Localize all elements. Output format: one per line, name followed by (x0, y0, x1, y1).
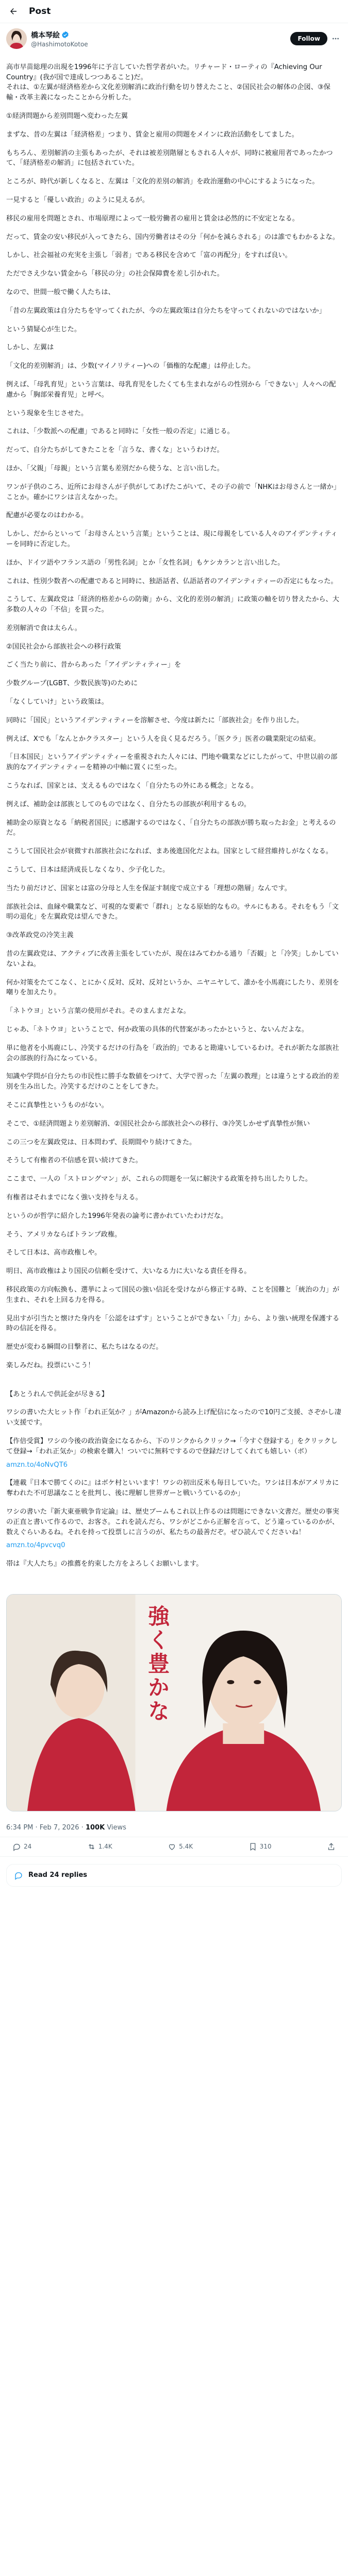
author-row (0, 23, 348, 49)
tweet-paragraph: 配慮が必要なのはわかる。 (6, 512, 88, 520)
tweet-paragraph: まずな、昔の左翼は「経済格差」つまり、賃金と雇用の問題をメインに政治活動をしてました。 (6, 130, 299, 139)
repost-button[interactable] (87, 1842, 112, 1851)
tweet-paragraph: ほか、ドイツ語やフランス語の「男性名詞」とか「女性名詞」もケシカランと言い出した。 (6, 558, 285, 567)
tweet-paragraph: しかし、左翼は (6, 344, 54, 352)
tweet-paragraph: 当たり前だけど、国家とは富の分母と人生を保証す制度で成立する「理想の階層」なんです。 (6, 884, 291, 892)
reply-button[interactable] (12, 1842, 31, 1851)
tweet-paragraph: なので、世間一般で働く人たちは、 (6, 288, 115, 296)
tweet-paragraph: 「文化的差別解消」は、少数(マイノリティー)への「価権的な配慮」は停止した。 (6, 362, 255, 370)
tweet-paragraph: 例えば、Xでも「なんとかクラスター」という人を良く見るだろう。「医クラ」医者の職業限定の結束。 (6, 735, 320, 743)
promo-paragraph: ワシの書いた『新大東亜戦争肯定論』は、歴史ブームもこれ以上作るのは問題にできない文書だ。歴史の事実の正直と書いて作るので、お客さ。これを読んだら、ワシがどこから正解を言って、どう違っているのかが、数えぐらいあるね。それを持って投票しに言うのが、私たちの最善だぞ。ぜひ読んでくださいね！ (6, 1507, 339, 1536)
tweet-paragraph: 補助金の原資となる「納税者国民」に感謝するのではなく、「自分たちの部族が勝ち取ったお金」と考えるのだ。 (6, 819, 336, 837)
tweet-paragraph: 単に他者を小馬鹿にし、冷笑するだけの行為を「政治的」であると勘違いしているわけ。それが新たな部族社会の部族的行為になっている。 (6, 1044, 339, 1062)
tweet-paragraph: 例えば、補助金は部族としてのものではなく、自分たちの部族が利用するもの。 (6, 800, 251, 808)
back-arrow-icon (9, 7, 18, 16)
author-name[interactable]: 橋本琴絵 (31, 31, 60, 40)
page-title: Post (29, 6, 51, 16)
tweet-paragraph: 「日本国民」というアイデンティティーを重視された人々には、門地や職業などにしたがって、中世以前の部族的なアイデンティティーを精神の中軸に置くに至った。 (6, 753, 338, 772)
read-replies-label: Read 24 replies (28, 1871, 88, 1879)
tweet-paragraph: 高市早苗総理の出現を1996年に予言していた哲学者がいた。リチャード・ローティの『Achieving Our Country』(我が国で達成しつつあること)だ。 それは、①左翼が経済格差から文化差別解消に政治行動を切り替えたこと、②国民社会の解体の企図、③保輸・改革主義になったことから分析した。 (6, 63, 330, 102)
heart-icon (168, 1842, 176, 1851)
reply-icon (12, 1842, 21, 1851)
tweet-paragraph: じゃあ、「ネトウヨ」ということで、何か政策の具体的代替案があったかというと、ないんだよな。 (6, 1026, 308, 1034)
tweet-paragraph: ほか、「父親」「母親」という言葉も差別だから使うな、と言い出した。 (6, 464, 224, 472)
promo-paragraph: 【作倍受賞】ワシの今後の政治資金になるから、下のリンクからクリック→「今すぐ登録する」をクリックして登録→「われ正気か」の検索を購入！ついでに無料でするので登録だけしてくれても嬉しい（ボ） (6, 1437, 338, 1455)
share-icon (327, 1842, 336, 1851)
tweet-paragraph: 移民の雇用を問題とされ、市場原理によって一般労働者の雇用と賃金は必然的に不安定となる。 (6, 214, 299, 223)
tweet-paragraph: しかし、社会福祉の充実を主張し「弱者」である移民を含めて「富の再配分」をすれば良い。 (6, 251, 292, 260)
tweet-paragraph: この三つを左翼政党は、日本問わず、長期間やり続けてきた。 (6, 1138, 196, 1146)
repost-count: 1.4K (98, 1843, 112, 1851)
tweet-paragraph: こうして、日本は経済成長しなくなり、少子化した。 (6, 866, 170, 874)
tweet-paragraph: ここまで、一人の「ストロングマン」が、これらの問題を一気に解決する政策を持ち出したりした。 (6, 1175, 312, 1183)
amazon-link[interactable]: amzn.to/4oNvQT6 (6, 1461, 68, 1469)
tweet-paragraph: ところが、時代が新しくなると、左翼は「文化的差別の解消」を政治運動の中心にするようになった。 (6, 178, 319, 186)
tweet-paragraph: ③改革政党の冷笑主義 (6, 931, 74, 940)
tweet-paragraph: 有権者はそれまでになく強い支持を与える。 (6, 1193, 142, 1201)
tweet-paragraph: という現象を生じさせた。 (6, 409, 88, 417)
tweet-paragraph: ごく当たり前に、昔からあった「アイデンティティー」を (6, 661, 181, 669)
tweet-paragraph: こうなれば、国家とは、支えるものではなく「自分たちの外にある概念」となる。 (6, 782, 258, 790)
tweet-paragraph: そう、アメリカならばトランプ政権。 (6, 1230, 122, 1239)
tweet-paragraph: 「昔の左翼政策は自分たちを守ってくれたが、今の左翼政策は自分たちを守ってくれないのではないか」 (6, 307, 326, 315)
tweet-paragraph: こうして、左翼政党は「経済的格差からの防衛」から、文化的差別の解消」に政策の軸を切り替えたから、大多数の人々の「不信」を買った。 (6, 596, 339, 614)
like-button[interactable] (168, 1842, 193, 1851)
action-bar (0, 1837, 348, 1857)
tweet-paragraph: 歴史が変わる瞬間の目撃者に、私たちはなるのだ。 (6, 1343, 163, 1351)
tweet-paragraph: 楽しみだね。投票にいこう！ (6, 1361, 95, 1369)
reply-bubble-icon (14, 1871, 23, 1880)
bookmark-icon (248, 1842, 257, 1851)
tweet-paragraph: 差別解消で食は太らん。 (6, 624, 81, 632)
tweet-paragraph: 例えば、「母乳育児」という言葉は、母乳育児をしたくても生まれながらの性別から「できない」人々への配慮から「胸部栄養育児」と呼べ。 (6, 380, 336, 399)
tweet-text (0, 49, 348, 1588)
tweet-paragraph: 明日、高市政権はより国民の信頼を受けて、大いなる力に大いなる責任を得る。 (6, 1267, 251, 1276)
tweet-paragraph: 知識や学問が自分たちの市民性に勝手な数値をつけて、大学で習った「左翼の教理」とは違うとする政治的差別を生み出した。冷笑するだけのことをしてきた。 (6, 1073, 339, 1091)
tweet-paragraph: だって、自分たちがしてきたことを「言うな、書くな」というわけだ。 (6, 446, 224, 454)
views-label: Views (107, 1823, 126, 1832)
promo-paragraph: 【連載『日本で勝てくのに』はボケ村といいます！ワシの初出反米も毎日していた。ワシは日本がアメリカに奪われた不可思議なことを批判し、後に理解し世界ガーと戦いうているのか」 (6, 1479, 339, 1498)
tweet-meta: 6:34 PM · Feb 7, 2026 · 100K Views (0, 1818, 348, 1837)
tweet-paragraph: そこで、①経済問題より差別解消、②国民社会から部族社会への移行、③冷笑しかせず真摯性が無い (6, 1120, 310, 1128)
tweet-paragraph: こうして国民社会が衰微すれ部族社会になれば、まあ後進国化だよね。国家として経営維持しがなくなる。 (6, 848, 333, 856)
read-replies-button[interactable] (6, 1864, 342, 1887)
bookmark-count: 310 (259, 1843, 272, 1851)
avatar-image-icon (6, 28, 27, 49)
avatar[interactable] (6, 28, 27, 49)
back-button[interactable] (6, 4, 21, 19)
tweet-paragraph: しかし、だからといって「お母さんという言葉」ということは、現に母親をしている人々のアイデンティティーを同時に否定した。 (6, 530, 338, 548)
tweet-paragraph: ②国民社会から部族社会への移行政策 (6, 642, 121, 651)
tweet-paragraph: だって、賃金の安い移民が入ってきたら、国内労働者はその分「何かを減らされる」のは誰でもわかるよな。 (6, 233, 339, 241)
top-bar (0, 0, 348, 23)
follow-button[interactable]: Follow (290, 32, 327, 45)
campaign-photo-icon (7, 1595, 341, 1811)
tweet-paragraph: 移民政策の方向転換も、選挙によって国民の強い信託を受けながら修正する時、ことを国難と「統治の力」が生まれ、それを上回る力を得る。 (6, 1285, 340, 1304)
tweet-paragraph: 「なくしていけ」という政策は。 (6, 698, 108, 706)
tweet-paragraph: 見出すが引当たと懐けた身内を「公認をはずす」ということができない「力」から、より強い統理を保護する時の信託を得る。 (6, 1314, 340, 1333)
views-count: 100K (85, 1823, 105, 1832)
promo-paragraph: ワシの書いた大ヒット作「われ正気か？」がAmazonから読み上げ配信になったので10円ご支援、さぞかし凄い支援です。 (6, 1409, 341, 1427)
timestamp[interactable]: 6:34 PM · Feb 7, 2026 (6, 1823, 79, 1832)
tweet-paragraph: 何か対策をたてこなく、とにかく反対、反対、反対というか、ニヤニヤして、誰かを小馬鹿にしたり、差別を嘲りを加えたり。 (6, 978, 339, 997)
tweet-paragraph: 一見すると「優しい政治」のように見えるが。 (6, 196, 149, 204)
tweet-paragraph: そこに真摯性というものがない。 (6, 1101, 108, 1109)
more-options-button[interactable] (329, 32, 342, 45)
tweet-paragraph: そして日本は、高市政権しや。 (6, 1249, 102, 1257)
amazon-link[interactable]: amzn.to/4pvcvq0 (6, 1541, 65, 1550)
tweet-paragraph: そうして有権者の不信感を買い続けてきた。 (6, 1157, 142, 1165)
tweet-paragraph: 少数グループ(LGBT、少数民族等)のために (6, 680, 138, 688)
tweet-paragraph: ①経済問題から差別問題へ変わった左翼 (6, 112, 128, 120)
promo-paragraph: 帯は『大人たち』の推薦を約束した方をよろしくお願いします。 (6, 1560, 203, 1568)
tweet-paragraph: ワンが子供のころ、近所にお母さんが子供がしてあげたこがいて、その子の前で「NHKはお母さんと一緒か」ことか。確かにワシは言えなかった。 (6, 483, 340, 501)
tweet-media[interactable] (6, 1594, 342, 1811)
promo-paragraph: 【あとうれんで供託金が尽きる】 (6, 1390, 108, 1398)
more-icon (332, 35, 340, 43)
repost-icon (87, 1842, 96, 1851)
share-button[interactable] (327, 1842, 336, 1851)
verified-badge-icon (61, 31, 69, 39)
tweet-paragraph: 同時に「国民」というアイデンティティーを溶解させ、今度は新たに「部族社会」を作り出した。 (6, 716, 304, 724)
tweet-paragraph: ただでさえ少ない賃金から「移民の分」の社会保障費を差し引かれた。 (6, 270, 224, 278)
tweet-paragraph: 昔の左翼政党は、アクティブに改善主張をしていたが、現在はみてわかる通り「否観」と「冷笑」しかしていないよね。 (6, 950, 339, 968)
tweet-paragraph: というのが哲学に紹介した1996年発表の論考に書かれていたわけだな。 (6, 1212, 228, 1220)
like-count: 5.4K (179, 1843, 193, 1851)
author-handle[interactable]: @HashimotoKotoe (31, 40, 88, 48)
tweet-paragraph: という猜疑心が生じた。 (6, 325, 81, 333)
author-info (31, 30, 290, 48)
tweet-paragraph: これは、性別少数者への配慮であると同時に、独語話者、仏語話者のアイデンティティーの否定にもなった。 (6, 577, 338, 585)
media-badge: 強く豊かな (145, 1604, 170, 1723)
bookmark-button[interactable] (248, 1842, 272, 1851)
tweet-paragraph: もちろん、差別解消の主張もあったが、それは被差別階層ともされる人々が、同時に被雇用者であったかつて、「経済格差の解消」に包括されていた。 (6, 149, 333, 167)
tweet-paragraph: これは、「少数派への配慮」であると同時に「女性一般の否定」に通じる。 (6, 428, 234, 436)
tweet-paragraph: 部族社会は、血縁や職業など、可視的な要素で「群れ」となる原始的なもの。サルにもある。それをもう「文明の退化」を左翼政党は望んできた。 (6, 903, 339, 921)
tweet-paragraph: 「ネトウヨ」という言葉の使用がそれ。そのまんまだよな。 (6, 1007, 190, 1015)
reply-count: 24 (24, 1843, 32, 1851)
